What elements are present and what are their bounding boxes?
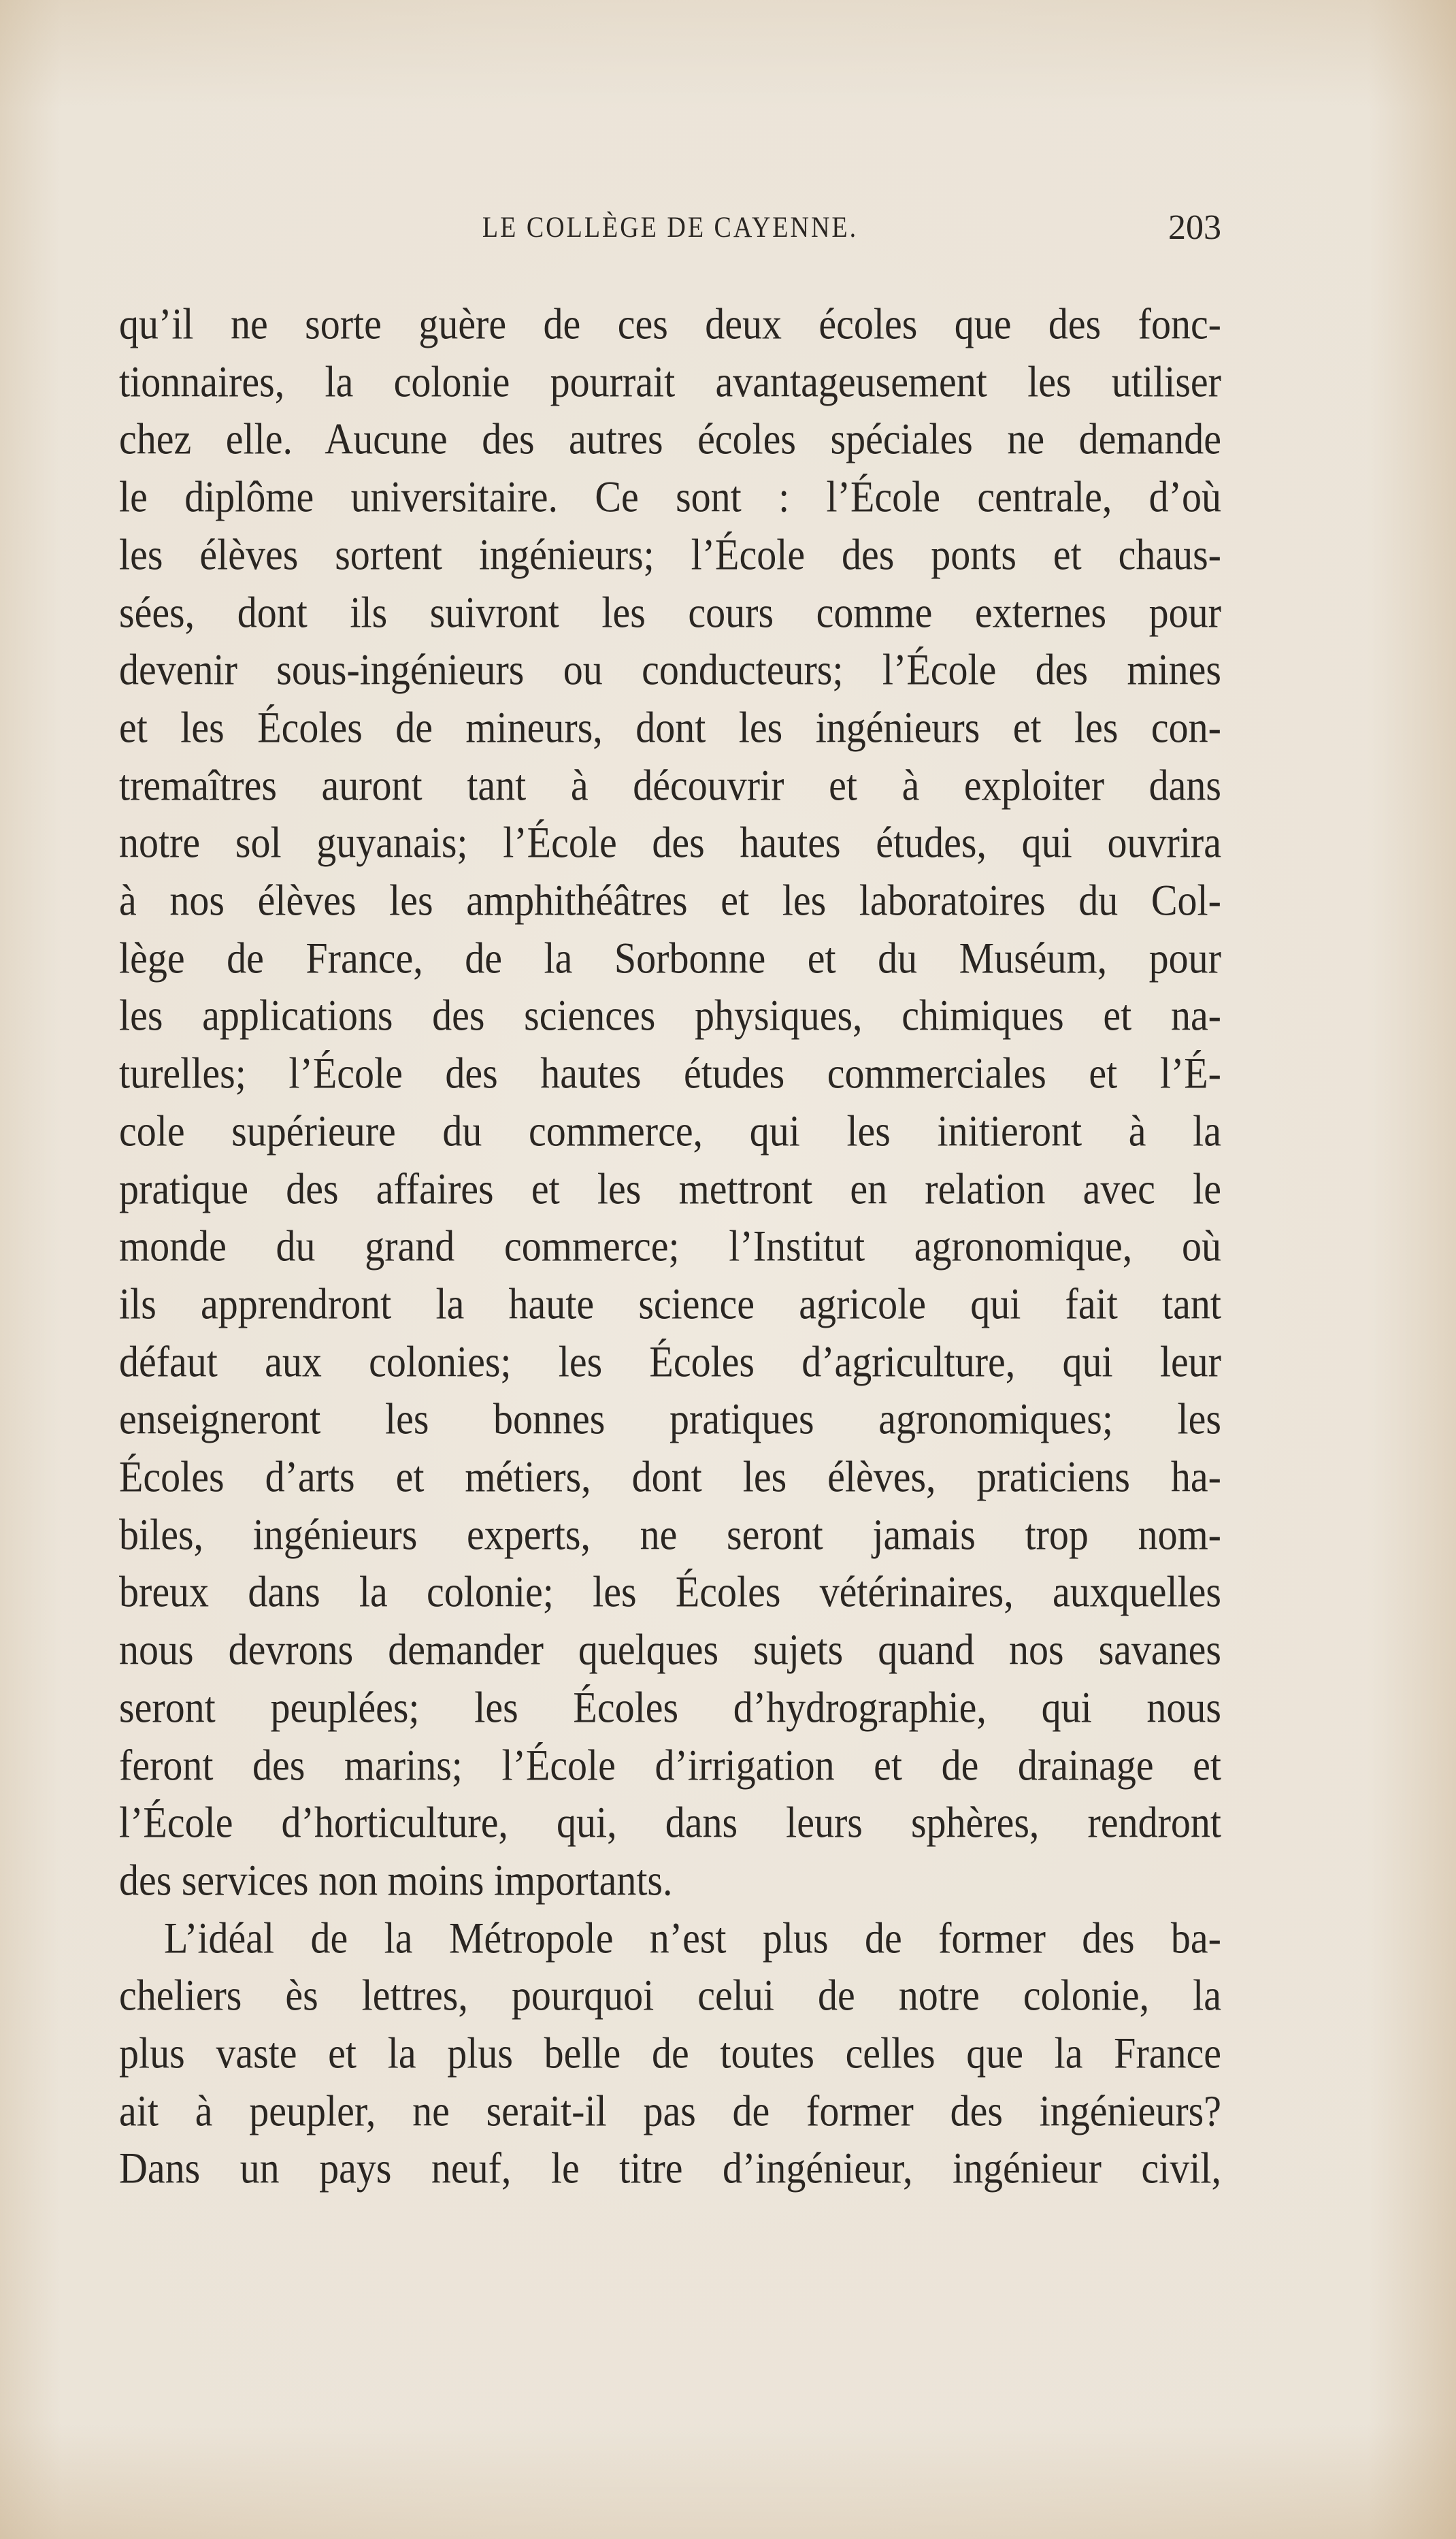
text-line: Dans un pays neuf, le titre d’ingénieur, ingénieur civil, (119, 2143, 1221, 2193)
text-line: turelles; l’École des hautes études commerciales et l’É- (119, 1048, 1221, 1098)
paragraph-end-line: des services non moins importants. (119, 1855, 673, 1905)
text-line: les applications des sciences physiques, chimiques et na- (119, 990, 1221, 1040)
text-line: plus vaste et la plus belle de toutes celles que la France (119, 2028, 1221, 2078)
running-title: LE COLLÈGE DE CAYENNE. (482, 210, 859, 244)
text-line: nous devrons demander quelques sujets quand nos savanes (119, 1624, 1221, 1674)
text-line: notre sol guyanais; l’École des hautes études, qui ouvrira (119, 817, 1221, 867)
text-line: et les Écoles de mineurs, dont les ingénieurs et les con- (119, 702, 1221, 752)
text-line: ait à peupler, ne serait-il pas de former des ingénieurs? (119, 2086, 1221, 2135)
text-line: ils apprendront la haute science agricole qui fait tant (119, 1279, 1221, 1328)
text-line: qu’il ne sorte guère de ces deux écoles que des fonc- (119, 299, 1221, 348)
text-line: les élèves sortent ingénieurs; l’École des ponts et chaus- (119, 529, 1221, 579)
text-line: tremaîtres auront tant à découvrir et à exploiter dans (119, 760, 1221, 810)
text-line: monde du grand commerce; l’Institut agronomique, où (119, 1221, 1221, 1271)
text-line: lège de France, de la Sorbonne et du Muséum, pour (119, 933, 1221, 983)
paragraph-start-line: L’idéal de la Métropole n’est plus de former des ba- (164, 1913, 1221, 1963)
text-line: chez elle. Aucune des autres écoles spéciales ne demande (119, 414, 1221, 463)
text-line: Écoles d’arts et métiers, dont les élèves, praticiens ha- (119, 1452, 1221, 1501)
text-line: pratique des affaires et les mettront en relation avec le (119, 1164, 1221, 1213)
text-line: seront peuplées; les Écoles d’hydrographie, qui nous (119, 1682, 1221, 1732)
text-line: sées, dont ils suivront les cours comme externes pour (119, 587, 1221, 637)
text-line: à nos élèves les amphithéâtres et les laboratoires du Col- (119, 875, 1221, 925)
text-line: devenir sous-ingénieurs ou conducteurs; l’École des mines (119, 644, 1221, 694)
text-line: défaut aux colonies; les Écoles d’agriculture, qui leur (119, 1337, 1221, 1386)
text-line: cole supérieure du commerce, qui les initieront à la (119, 1106, 1221, 1156)
text-line: enseigneront les bonnes pratiques agronomiques; les (119, 1394, 1221, 1443)
text-line: cheliers ès lettres, pourquoi celui de notre colonie, la (119, 1970, 1221, 2020)
text-line: breux dans la colonie; les Écoles vétérinaires, auxquelles (119, 1567, 1221, 1616)
text-line: le diplôme universitaire. Ce sont : l’École centrale, d’où (119, 472, 1221, 521)
text-line: feront des marins; l’École d’irrigation et de drainage et (119, 1740, 1221, 1790)
running-head (119, 204, 1221, 252)
text-line: biles, ingénieurs experts, ne seront jamais trop nom- (119, 1509, 1221, 1559)
page-number: 203 (1168, 208, 1221, 247)
text-line: l’École d’horticulture, qui, dans leurs sphères, rendront (119, 1797, 1221, 1847)
text-line: tionnaires, la colonie pourrait avantageusement les utiliser (119, 357, 1221, 406)
